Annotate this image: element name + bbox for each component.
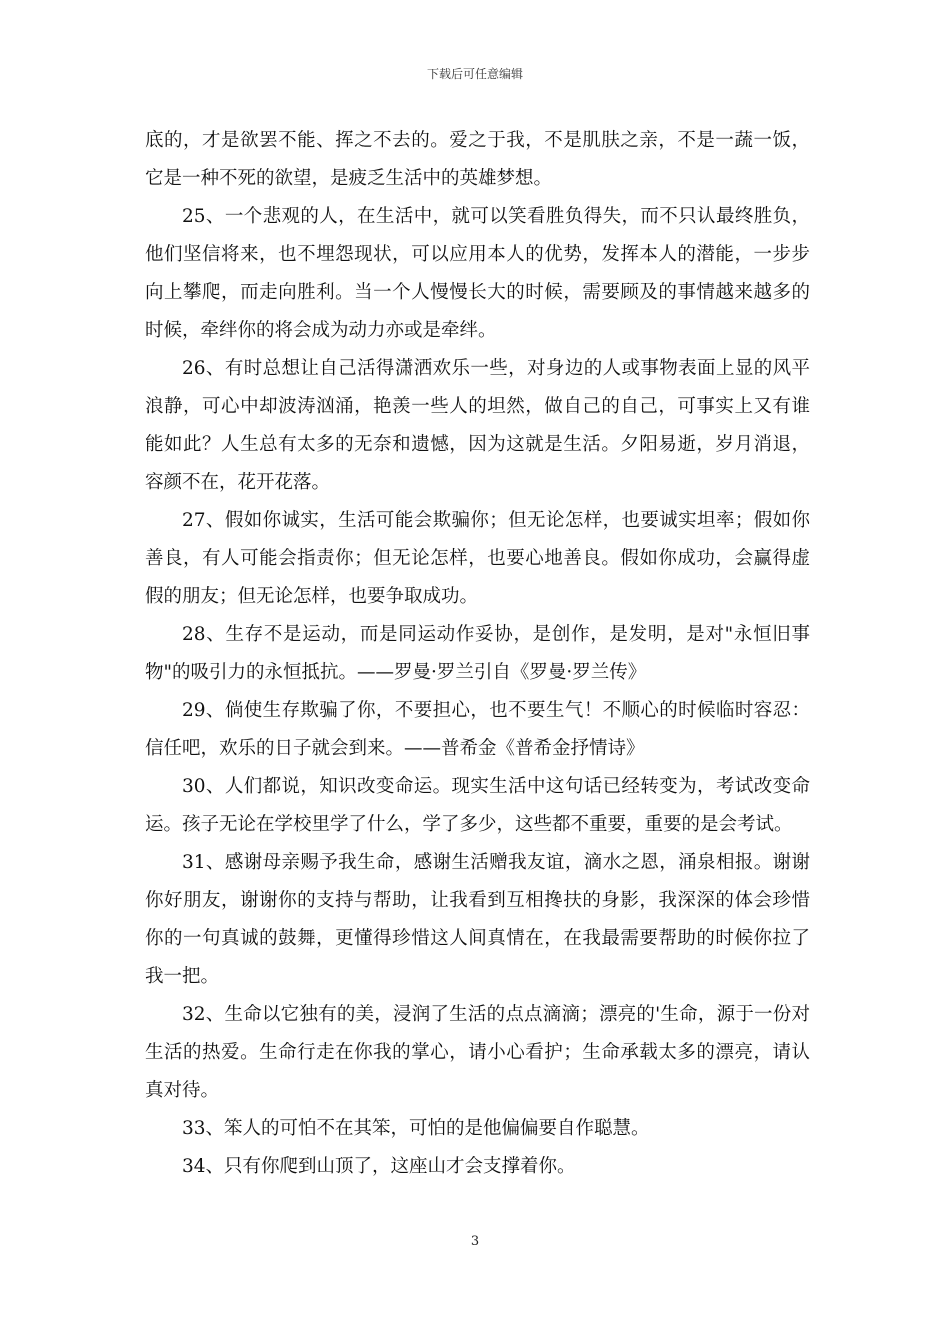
page-number: 3 <box>470 1234 480 1249</box>
paragraph-32: 32、生命以它独有的美，浸润了生活的点点滴滴；漂亮的'生命，源于一份对生活的热爱。生命行走在你我的掌心，请小心看护；生命承载太多的漂亮，请认真对待。 <box>145 1004 810 1101</box>
paragraph-continuation: 底的，才是欲罢不能、挥之不去的。爱之于我，不是肌肤之亲，不是一蔬一饭，它是一种不死的欲望，是疲乏生活中的英雄梦想。 <box>145 130 810 189</box>
paragraph-31: 31、感谢母亲赐予我生命，感谢生活赠我友谊，滴水之恩，涌泉相报。谢谢你好朋友，谢谢你的支持与帮助，让我看到互相搀扶的身影，我深深的体会珍惜你的一句真诚的鼓舞，更懂得珍惜这人间真情在，在我最需要帮助的时候你拉了我一把。 <box>145 852 810 987</box>
paragraph-25: 25、一个悲观的人，在生活中，就可以笑看胜负得失，而不只认最终胜负，他们坚信将来，也不埋怨现状，可以应用本人的优势，发挥本人的潜能，一步步向上攀爬，而走向胜利。当一个人慢慢长大的时候，需要顾及的事情越来越多的时候，牵绊你的将会成为动力亦或是牵绊。 <box>145 206 810 341</box>
paragraph-29: 29、倘使生存欺骗了你，不要担心，也不要生气！不顺心的时候临时容忍：信任吧，欢乐的日子就会到来。——普希金《普希金抒情诗》 <box>145 700 810 759</box>
paragraph-26: 26、有时总想让自己活得潇洒欢乐一些，对身边的人或事物表面上显的风平浪静，可心中却波涛汹涌，艳羡一些人的坦然，做自己的自己，可事实上又有谁能如此？人生总有太多的无奈和遗憾，因为这就是生活。夕阳易逝，岁月消退，容颜不在，花开花落。 <box>145 358 810 493</box>
page-header: 下载后可任意编辑 <box>426 67 523 81</box>
document-body <box>145 122 810 1186</box>
paragraph-27: 27、假如你诚实，生活可能会欺骗你；但无论怎样，也要诚实坦率；假如你善良，有人可能会指责你；但无论怎样，也要心地善良。假如你成功，会赢得虚假的朋友；但无论怎样，也要争取成功。 <box>145 510 810 607</box>
paragraph-30: 30、人们都说，知识改变命运。现实生活中这句话已经转变为，考试改变命运。孩子无论在学校里学了什么，学了多少，这些都不重要，重要的是会考试。 <box>145 776 810 835</box>
paragraph-34: 34、只有你爬到山顶了，这座山才会支撑着你。 <box>182 1156 576 1177</box>
paragraph-33: 33、笨人的可怕不在其笨，可怕的是他偏偏要自作聪慧。 <box>182 1118 650 1139</box>
paragraph-28: 28、生存不是运动，而是同运动作妥协，是创作，是发明，是对"永恒旧事物"的吸引力的永恒抵抗。——罗曼·罗兰引自《罗曼·罗兰传》 <box>145 624 810 683</box>
